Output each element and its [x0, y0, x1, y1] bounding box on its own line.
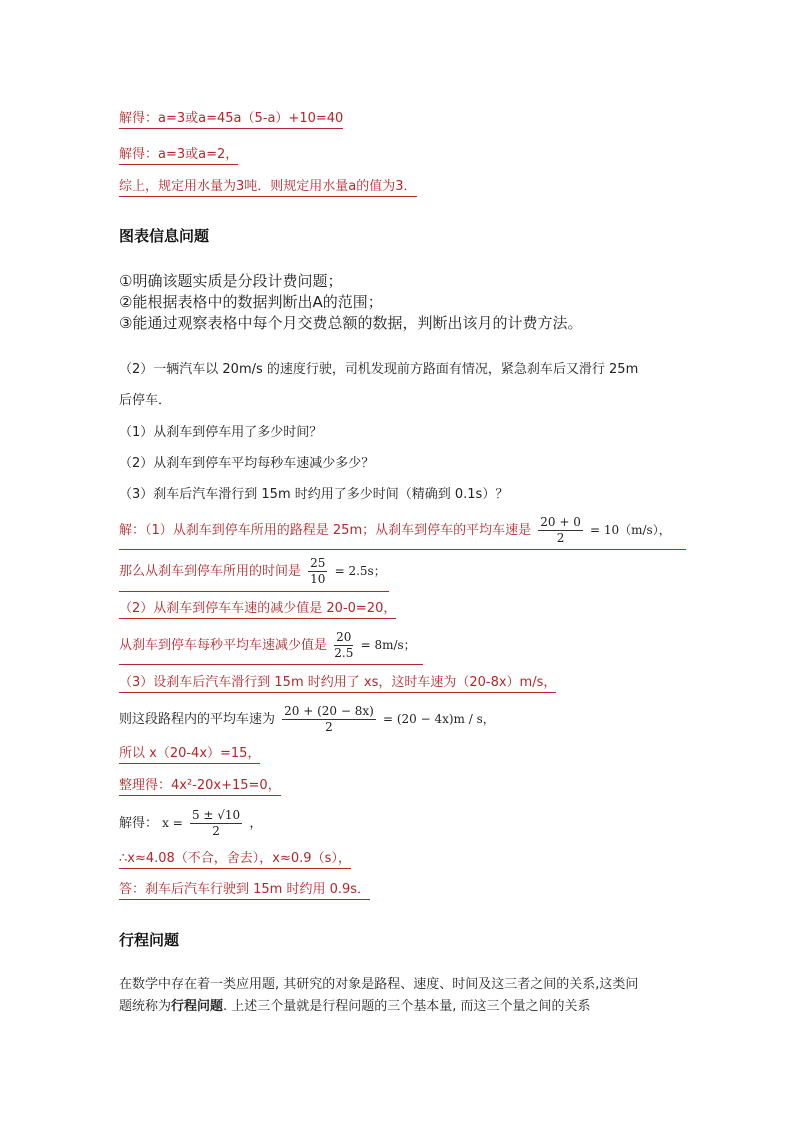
- solution-step-9: [119, 808, 262, 839]
- fraction-denominator: 2: [212, 824, 220, 838]
- solution-step-6-result: = (20 − 4x)m / s，: [382, 712, 495, 726]
- question-1: （1）从刹车到停车用了多少时间？: [119, 425, 323, 440]
- solution-step-1: [119, 515, 671, 546]
- section-title-chart-info: 图表信息问题: [119, 227, 210, 245]
- solution-answer-text: 答：刹车后汽车行驶到 15m 时约用 0.9s．: [119, 882, 370, 900]
- question-2: （2）从刹车到停车平均每秒车速减少多少？: [119, 456, 375, 471]
- fraction-average-speed: [282, 704, 376, 735]
- solution-step-2-result: = 2.5s；: [334, 564, 386, 578]
- answer-text-1: 解得：a=3或a=45a（5-a）+10=40: [119, 111, 343, 129]
- section-title-travel: 行程问题: [119, 931, 180, 949]
- solution-step-4: [119, 630, 416, 661]
- fraction-roots: [190, 808, 242, 839]
- solution-step-2: [119, 556, 386, 587]
- solution-step-7: [119, 745, 260, 763]
- fraction-denominator: 2: [325, 720, 333, 734]
- solution-step-9-text: 解得：: [119, 816, 159, 831]
- underline-step-2: [119, 591, 389, 592]
- solution-step-3: [119, 600, 396, 618]
- fraction-numerator: 20 + (20 − 8x): [284, 704, 374, 718]
- solution-step-8-text: 整理得：4x²-20x+15=0，: [119, 778, 281, 796]
- fraction-decrease: [334, 630, 353, 661]
- fraction-avg-speed: [538, 515, 583, 546]
- solution-step-9-lhs: x =: [162, 816, 183, 830]
- solution-step-4-text: 从刹车到停车每秒平均车速减少值是: [119, 638, 328, 653]
- fraction-numerator: 20: [336, 630, 352, 644]
- answer-line-1: [119, 110, 343, 128]
- fraction-denominator: 10: [310, 572, 326, 586]
- solution-step-10-text: ∴x≈4.08（不合，舍去），x≈0.9（s），: [119, 851, 351, 869]
- paragraph-line-1: 在数学中存在着一类应用题, 其研究的对象是路程、速度、时间及这三者之间的关系,这类问: [119, 977, 639, 992]
- answer-line-2: [119, 146, 238, 164]
- fraction-time: [308, 556, 327, 587]
- fraction-denominator: 2: [556, 531, 565, 545]
- problem-line-1: （2）一辆汽车以 20m/s 的速度行驶，司机发现前方路面有情况，紧急刹车后又滑行 25m: [119, 362, 639, 377]
- solution-step-6-text: 则这段路程内的平均车速为: [119, 712, 276, 727]
- solution-step-9-tail: ，: [249, 816, 263, 831]
- solution-step-7-text: 所以 x（20-4x）=15，: [119, 746, 260, 764]
- answer-text-2: 解得：a=3或a=2，: [119, 147, 238, 165]
- fraction-numerator: 5 ± √10: [191, 808, 241, 822]
- solution-step-2-text: 那么从刹车到停车所用的时间是: [119, 564, 302, 579]
- point-1: ①明确该题实质是分段计费问题；: [119, 272, 343, 290]
- answer-text-3: 综上，规定用水量为3吨．则规定用水量a的值为3．: [119, 179, 417, 197]
- fraction-numerator: 20 + 0: [540, 515, 581, 529]
- paragraph-line-2: [119, 998, 591, 1016]
- solution-step-8: [119, 777, 281, 795]
- fraction-numerator: 25: [310, 556, 326, 570]
- solution-step-10: [119, 850, 351, 868]
- answer-line-3: [119, 178, 417, 196]
- solution-step-5-text: （3）设刹车后汽车滑行到 15m 时约用了 xs，这时车速为（20-8x）m/s，: [119, 675, 556, 693]
- solution-step-1-text: 解：（1）从刹车到停车所用的路程是 25m；从刹车到停车的平均车速是: [119, 523, 532, 538]
- solution-step-3-text: （2）从刹车到停车车速的减少值是 20-0=20，: [119, 601, 396, 619]
- underline-step-4: [119, 664, 423, 665]
- solution-step-4-result: = 8m/s；: [360, 638, 416, 652]
- problem-line-2: 后停车．: [119, 393, 172, 408]
- point-3: ③能通过观察表格中每个月交费总额的数据，判断出该月的计费方法。: [119, 314, 583, 332]
- solution-step-5: [119, 674, 556, 692]
- paragraph-term: 行程问题: [171, 999, 224, 1014]
- paragraph-line-2-post: . 上述三个量就是行程问题的三个基本量, 而这三个量之间的关系: [223, 999, 591, 1014]
- solution-answer: [119, 881, 370, 899]
- paragraph-line-2-pre: 题统称为: [119, 999, 172, 1014]
- point-2: ②能根据表格中的数据判断出A的范围；: [119, 293, 383, 311]
- solution-step-1-result: = 10（m/s），: [589, 523, 671, 537]
- underline-step-1: [119, 549, 686, 550]
- solution-step-6: [119, 704, 495, 735]
- fraction-denominator: 2.5: [334, 646, 354, 660]
- question-3: （3）刹车后汽车滑行到 15m 时约用了多少时间（精确到 0.1s）？: [119, 487, 509, 502]
